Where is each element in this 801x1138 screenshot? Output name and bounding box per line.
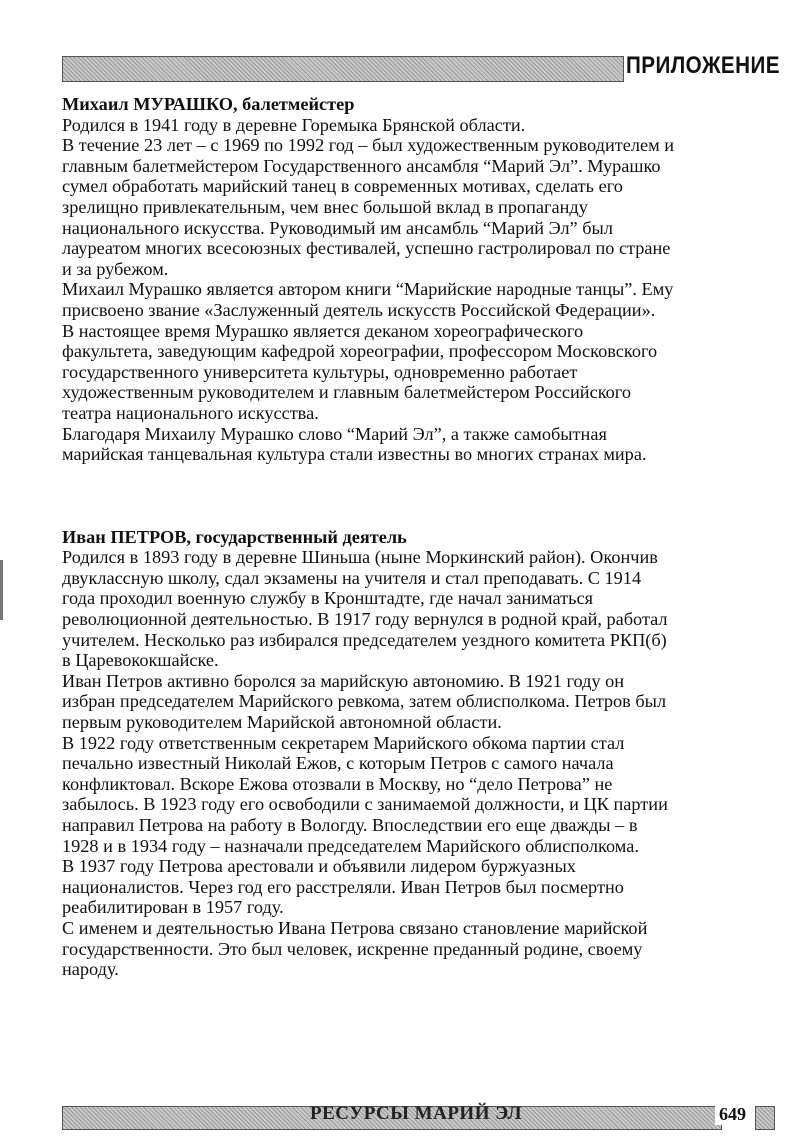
header-decorative-bar — [62, 56, 624, 82]
footer-title: РЕСУРСЫ МАРИЙ ЭЛ — [310, 1103, 523, 1124]
paragraph: С именем и деятельностью Ивана Петрова связано становление марийской государственности. Это был человек, искренне преданный родине, своему народу. — [62, 917, 648, 980]
section-spacer — [62, 465, 772, 527]
biography-murashko — [62, 94, 772, 465]
paragraph: Благодаря Михаилу Мурашко слово “Марий Эл”, а также самобытная марийская танцевальная культура стали известны во многих странах мира. — [62, 423, 647, 465]
paragraph: В 1937 году Петрова арестовали и объявили лидером буржуазных националистов. Через год его расстреляли. Иван Петров был посмертно реабилитирован в 1957 году. — [62, 856, 624, 918]
page-content — [62, 94, 772, 980]
paragraph: Родился в 1941 году в деревне Горемыка Брянской области. — [62, 114, 526, 135]
paragraph: В настоящее время Мурашко является деканом хореографического факультета, заведующим кафедрой хореографии, профессором Московского государственного университета культуры, одновременно работает художественным руководителем и главным балетмейстером Российского театра национального искусства. — [62, 320, 658, 423]
paragraph: Иван Петров активно боролся за марийскую автономию. В 1921 году он избран председателем Марийского ревкома, затем облисполкома. Петров был первым руководителем Марийской автономной области. — [62, 670, 667, 733]
biography-petrov — [62, 527, 772, 980]
paragraph: В течение 23 лет – с 1969 по 1992 год – был художественным руководителем и главным балетмейстером Государственного ансамбля “Марий Эл”. Мурашко сумел обработать марийский танец в современных мотивах, сделать его зрелищно привлекательным, чем внес большой вклад в пропаганду национального искусства. Руководимый им ансамбль “Марий Эл” был лауреатом многих всесоюзных фестивалей, успешно гастролировал по стране и за рубежом. — [62, 135, 674, 279]
scan-edge-mark — [0, 560, 3, 620]
paragraph: Родился в 1893 году в деревне Шиньша (ныне Моркинский район). Окончив двуклассную школу, сдал экзамены на учителя и стал преподавать. С 1914 года проходил военную службу в Кронштадте, где начал заниматься революционной деятельностью. В 1917 году вернулся в родной край, работал учителем. Несколько раз избирался председателем уездного комитета РКП(б) в Царевококшайске. — [62, 547, 668, 671]
paragraph: Михаил Мурашко является автором книги “Марийские народные танцы”. Ему присвоено звание «Заслуженный деятель искусств Российской Федерации». — [62, 279, 674, 320]
biography-heading: Иван ПЕТРОВ, государственный деятель — [62, 526, 407, 547]
paragraph: В 1922 году ответственным секретарем Марийского обкома партии стал печально известный Николай Ежов, с которым Петров с самого начала конфликтовал. Вскоре Ежова отозвали в Москву, но “дело Петрова” не забылось. В 1923 году его освободили с занимаемой должности, и ЦК партии направил Петрова на работу в Вологду. Впоследствии его еще дважды – в 1928 и в 1934 году – назначали председателем Марийского облисполкома. — [62, 732, 668, 856]
section-header-title: ПРИЛОЖЕНИЕ — [626, 52, 780, 79]
footer-decorative-bar-end — [755, 1106, 775, 1130]
page-number: 649 — [715, 1104, 750, 1125]
biography-heading: Михаил МУРАШКО, балетмейстер — [62, 94, 355, 114]
